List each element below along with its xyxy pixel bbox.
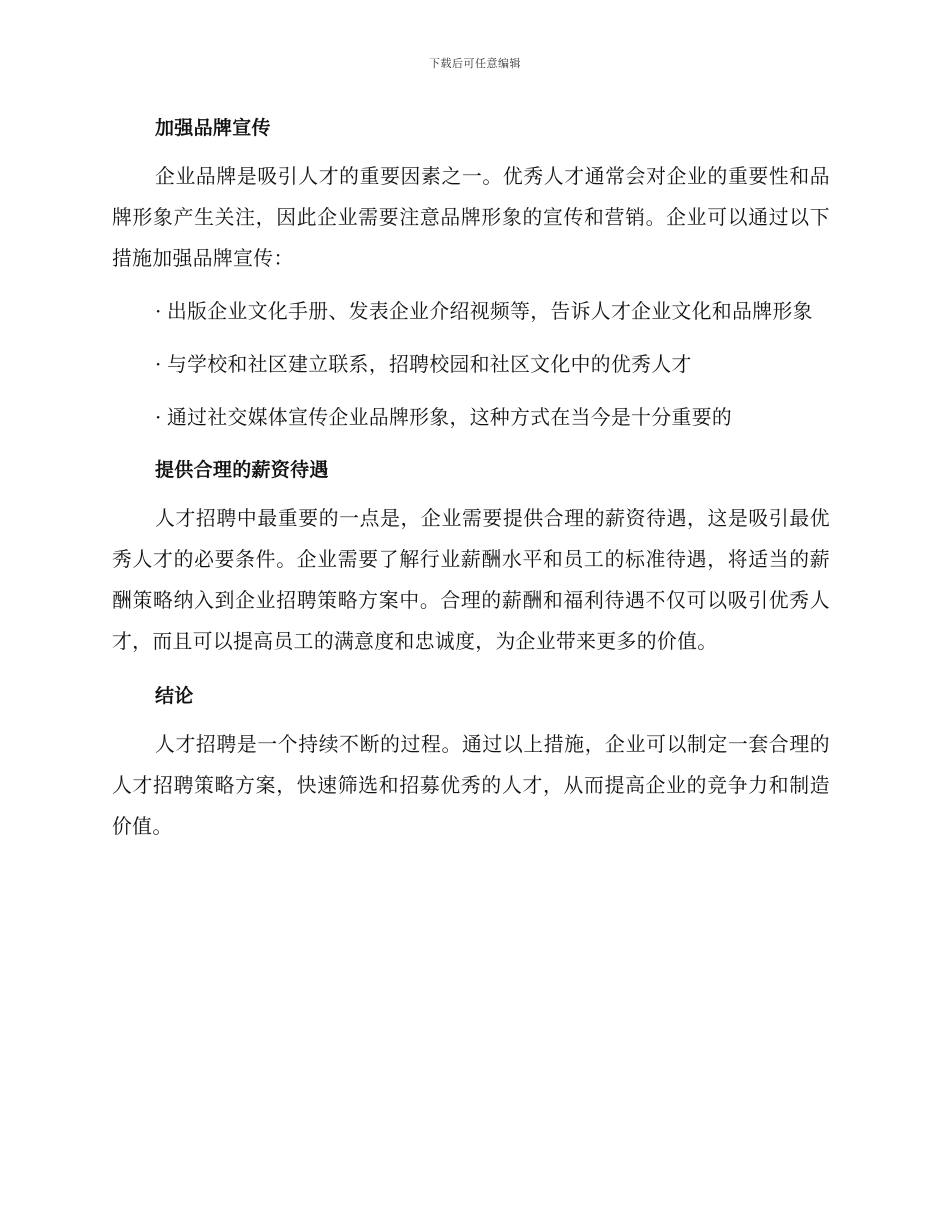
section-heading-brand: 加强品牌宣传 <box>155 117 271 139</box>
bullet-marker: · <box>155 353 162 376</box>
section-heading-conclusion: 结论 <box>155 685 194 707</box>
bullet-item <box>112 397 830 438</box>
section-paragraph-conclusion: 人才招聘是一个持续不断的过程。通过以上措施，企业可以制定一套合理的人才招聘策略方案，快速筛选和招募优秀的人才，从而提高企业的竞争力和制造价值。 <box>112 733 830 838</box>
document-body <box>112 108 830 859</box>
bullet-marker: · <box>155 406 162 429</box>
bullet-text: 出版企业文化手册、发表企业介绍视频等，告诉人才企业文化和品牌形象 <box>167 300 813 323</box>
bullet-text: 通过社交媒体宣传企业品牌形象，这种方式在当今是十分重要的 <box>167 406 733 429</box>
section-paragraph-brand: 企业品牌是吸引人才的重要因素之一。优秀人才通常会对企业的重要性和品牌形象产生关注，因此企业需要注意品牌形象的宣传和营销。企业可以通过以下措施加强品牌宣传： <box>112 165 830 270</box>
bullet-text: 与学校和社区建立联系，招聘校园和社区文化中的优秀人才 <box>167 353 692 376</box>
section-paragraph-salary: 人才招聘中最重要的一点是，企业需要提供合理的薪资待遇，这是吸引最优秀人才的必要条件。企业需要了解行业薪酬水平和员工的标准待遇，将适当的薪酬策略纳入到企业招聘策略方案中。合理的薪酬和福利待遇不仅可以吸引优秀人才，而且可以提高员工的满意度和忠诚度，为企业带来更多的价值。 <box>112 507 830 653</box>
bullet-marker: · <box>155 300 162 323</box>
bullet-item <box>112 291 830 332</box>
section-heading-salary: 提供合理的薪资待遇 <box>155 459 329 481</box>
bullet-item <box>112 344 830 385</box>
header-note: 下载后可任意编辑 <box>429 57 521 70</box>
